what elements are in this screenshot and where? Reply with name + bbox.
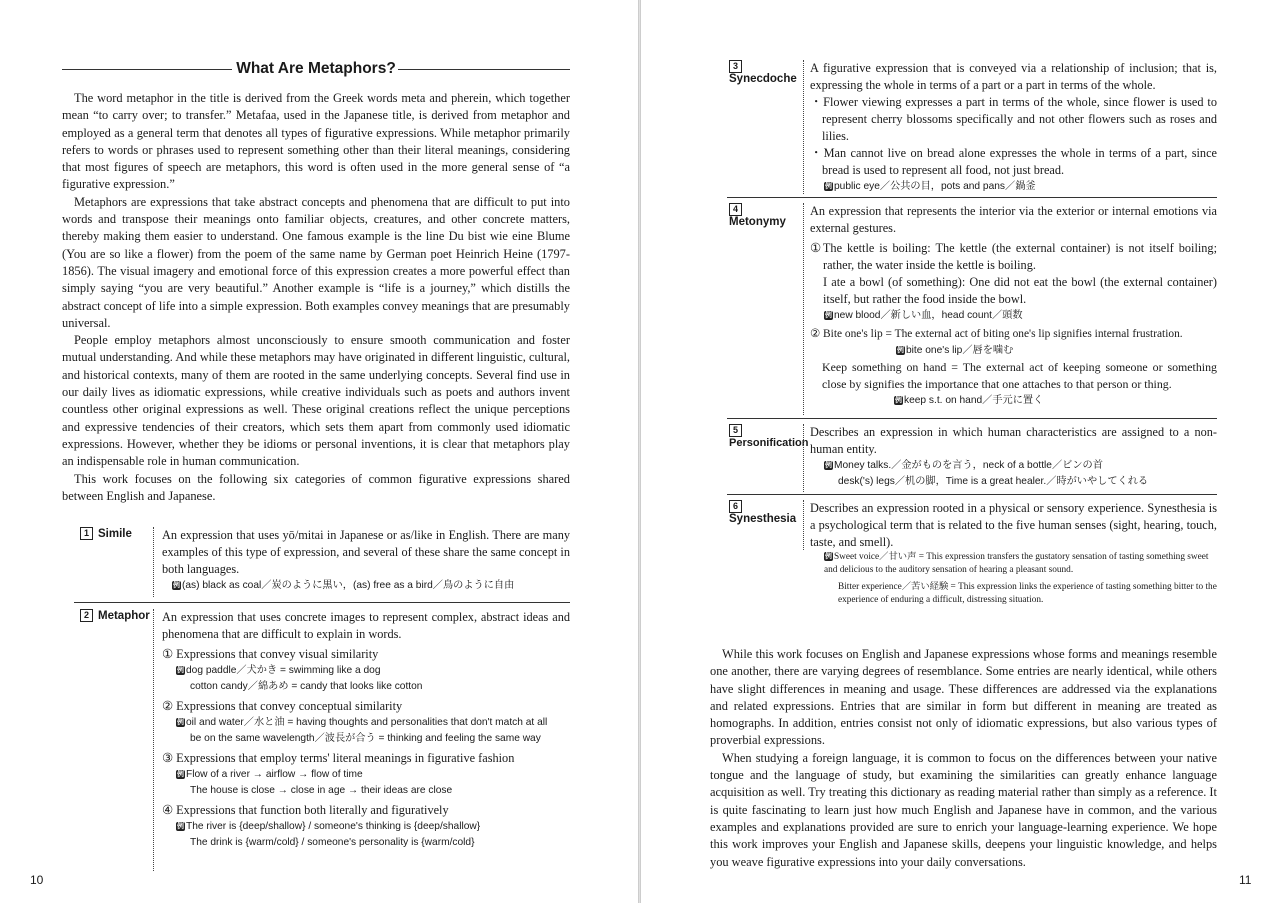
category-description: Describes an expression rooted in a physical or sensory experience. Synesthesia is a psychological term that is related to the five human senses (sight, hearing, touch, taste, and smell). xyxy=(810,501,1217,549)
example-line xyxy=(824,551,1217,578)
category-metonymy xyxy=(729,203,1217,415)
example-text: dog paddle／犬かき = swimming like a dog xyxy=(186,665,381,676)
example-badge-icon: 例 xyxy=(177,771,184,778)
category-heading xyxy=(80,527,132,540)
example-text: Money talks.／金がものを言う，neck of a bottle／ビンの首 xyxy=(834,460,1103,471)
example-text: oil and water／水と油 = having thoughts and personalities that don't match at all xyxy=(186,717,548,728)
category-number: 2 xyxy=(80,609,93,622)
paragraph: The word metaphor in the title is derived from the Greek words meta and pherein, which together mean “to carry over; to transfer.” Metafaa, used in the Japanese title, is derived from metaphor and employed as a general term that denotes all types of figurative expressions. While metaphor primarily refers to words or phrases used to represent something other than their literal meanings, considering that most figures of speech are metaphors, this word is often used in the more general sense of “a figurative expression.” xyxy=(62,91,570,192)
example-line xyxy=(176,819,570,835)
category-body xyxy=(810,500,1217,607)
bullet-item: ・Man cannot live on bread alone expresses the whole in terms of a part, since bread is used to represent all food, not just bread. xyxy=(810,146,1217,177)
example-line: cotton candy／綿あめ = candy that looks like cotton xyxy=(190,681,423,692)
example-line xyxy=(824,308,1217,324)
example-text: The river is {deep/shallow} / someone's thinking is {deep/shallow} xyxy=(186,821,481,832)
category-body xyxy=(810,424,1217,490)
category-name: Simile xyxy=(98,528,132,540)
category-number: 4 xyxy=(729,203,742,216)
divider xyxy=(727,197,1217,198)
category-heading xyxy=(729,60,797,85)
example-badge-icon: 例 xyxy=(177,823,184,830)
section-title: What Are Metaphors? xyxy=(236,60,396,77)
dotted-rule xyxy=(803,60,804,194)
metonymy-point: I ate a bowl (of something): One did not eat the bowl (the external container) itself, but rather the food inside the bowl. xyxy=(823,275,1217,306)
category-metaphor xyxy=(80,609,570,871)
category-heading xyxy=(729,424,808,449)
subcategory: ③ Expressions that employ terms' literal meanings in figurative fashion xyxy=(162,751,515,765)
category-description: An expression that uses yō/mitai in Japanese or as/like in English. There are many examples of this type of expression, and several of these share the same concept in both languages. xyxy=(162,528,570,576)
category-name: Synecdoche xyxy=(729,73,797,85)
example-text: public eye／公共の目，pots and pans／鍋釜 xyxy=(834,181,1036,192)
example-badge-icon: 例 xyxy=(895,397,902,404)
category-description: Describes an expression in which human characteristics are assigned to a non-human entity. xyxy=(810,425,1217,456)
example-line: be on the same wavelength／波長が合う = thinking and feeling the same way xyxy=(190,733,541,744)
dotted-rule xyxy=(803,424,804,492)
example-text: bite one's lip／唇を噛む xyxy=(906,345,1014,356)
example-badge-icon: 例 xyxy=(173,582,180,589)
divider xyxy=(727,494,1217,495)
subcategory: ④ Expressions that function both literally and figuratively xyxy=(162,803,449,817)
category-body xyxy=(810,60,1217,195)
paragraph: This work focuses on the following six categories of common figurative expressions shared between English and Japanese. xyxy=(62,471,570,503)
category-number: 6 xyxy=(729,500,742,513)
section-title-row xyxy=(62,58,570,80)
example-line xyxy=(894,393,1217,409)
category-synesthesia xyxy=(729,500,1217,645)
category-number: 5 xyxy=(729,424,742,437)
dotted-rule xyxy=(803,500,804,550)
category-name: Metaphor xyxy=(98,610,150,622)
category-heading xyxy=(80,609,150,622)
dotted-rule xyxy=(803,203,804,415)
right-page xyxy=(641,0,1278,903)
example-badge-icon: 例 xyxy=(177,667,184,674)
category-description: A figurative expression that is conveyed via a relationship of inclusion; that is, expressing the whole in terms of a part or a part in terms of the whole. xyxy=(810,61,1217,92)
dotted-rule xyxy=(153,609,154,871)
example-line: Bitter experience／苦い経験 = This expression links the experience of tasting something bitter to the experience of enduring a difficult, distressing situation. xyxy=(838,581,1217,605)
subcategory: ② Expressions that convey conceptual similarity xyxy=(162,699,403,713)
metonymy-point: Keep something on hand = The external act of keeping someone or something close by signifies the importance that one attaches to that person or thing. xyxy=(822,360,1217,391)
paragraph: People employ metaphors almost unconsciously to ensure smooth communication and foster mutual understanding. And while these metaphors may have originated in different linguistic, cultural, and historical contexts, many of them are rooted in the same underlying concepts. Several find use in our daily lives as idiomatic expressions, while creative individuals such as poets and authors invent countless other original expressions as well. These original creations reflect the unique perceptions and expressive tendencies of their creators, which sets them apart from commonly used idiomatic expressions. However, whether they be idioms or personal inventions, it is clear that metaphors play an indispensable role in human communication. xyxy=(62,333,570,469)
example-line xyxy=(824,179,1217,195)
closing-text xyxy=(710,646,1217,871)
page-number: 10 xyxy=(30,873,44,887)
category-number: 3 xyxy=(729,60,742,73)
example-line xyxy=(896,343,1217,359)
metonymy-point: ② Bite one's lip = The external act of biting one's lip signifies internal frustration. xyxy=(810,328,1183,340)
category-body xyxy=(162,527,570,594)
example-text: Flow of a river → airflow → flow of time xyxy=(186,769,363,780)
example-line: The house is close → close in age → their ideas are close xyxy=(190,785,453,796)
category-name: Personification xyxy=(729,437,809,449)
category-name: Metonymy xyxy=(729,216,786,228)
page-number: 11 xyxy=(1239,873,1252,887)
example-line xyxy=(824,458,1217,474)
category-description: An expression that represents the interior via the exterior or internal emotions via external gestures. xyxy=(810,204,1217,235)
example-badge-icon: 例 xyxy=(177,719,184,726)
example-line xyxy=(176,663,570,679)
example-line xyxy=(172,578,570,594)
category-name: Synesthesia xyxy=(729,513,797,525)
example-text: new blood／新しい血，head count／頭数 xyxy=(834,310,1023,321)
example-line xyxy=(176,767,570,783)
category-body xyxy=(162,609,570,851)
paragraph: Metaphors are expressions that take abstract concepts and phenomena that are difficult to put into words and transpose their meanings onto familiar objects, creatures, and other concrete matters, thereby making them easier to understand. One famous example is the line Du bist wie eine Blume (You are so like a flower) from the poem of the same name by German poet Heinrich Heine (1797-1856). The visual imagery and emotional force of this expression creates a more powerful effect than simply saying “you are very beautiful.” Another example is “life is a journey,” which distills the abstract concept of life into a simple expression. Both examples convey meanings that are presumably universal. xyxy=(62,194,570,330)
example-line: The drink is {warm/cold} / someone's personality is {warm/cold} xyxy=(190,837,475,848)
category-personification xyxy=(729,424,1217,492)
example-badge-icon: 例 xyxy=(897,347,904,354)
category-description: An expression that uses concrete images to represent complex, abstract ideas and phenomena that are difficult to explain in words. xyxy=(162,610,570,641)
category-body xyxy=(810,203,1217,409)
example-text: keep s.t. on hand／手元に置く xyxy=(904,395,1044,406)
subcategory: ① Expressions that convey visual similarity xyxy=(162,647,379,661)
example-text: Sweet voice／甘い声 = This expression transfers the gustatory sensation of tasting something sweet and delicious to the auditory sensation of hearing a pleasant sound. xyxy=(824,552,1209,576)
example-badge-icon: 例 xyxy=(825,183,832,190)
divider xyxy=(74,602,570,603)
example-badge-icon: 例 xyxy=(825,552,832,560)
category-heading xyxy=(729,500,796,525)
category-number: 1 xyxy=(80,527,93,540)
bullet-item: ・Flower viewing expresses a part in terms of the whole, since flower is used to represent cherry blossoms specifically and not other flowers such as roses and lilies. xyxy=(810,95,1217,143)
example-line xyxy=(176,715,570,731)
category-heading xyxy=(729,203,786,228)
example-line: desk('s) legs／机の脚，Time is a great healer.／時がいやしてくれる xyxy=(838,476,1149,487)
category-synecdoche xyxy=(729,60,1217,194)
category-simile xyxy=(80,527,570,599)
example-badge-icon: 例 xyxy=(825,462,832,469)
example-badge-icon: 例 xyxy=(825,312,832,319)
metonymy-point: ①The kettle is boiling: The kettle (the external container) is not itself boiling; rather, the water inside the kettle is boiling. xyxy=(810,241,1217,272)
paragraph: When studying a foreign language, it is common to focus on the differences between your native tongue and the language of study, but examining the similarities can greatly enhance language acquisition as well. Try treating this dictionary as reading material rather than simply as a reference. It is quite fascinating to learn just how much English and Japanese have in common, and the various examples and explanations provided are sure to enrich your language-learning experience. We hope this work improves your English and Japanese skills, deepens your linguistic knowledge, and helps you weave figurative expressions into your daily conversations. xyxy=(710,750,1217,869)
divider xyxy=(727,418,1217,419)
dotted-rule xyxy=(153,527,154,597)
intro-text xyxy=(62,90,570,505)
left-page xyxy=(0,0,638,903)
example-text: (as) black as coal／炭のように黒い，(as) free as a bird／鳥のように自由 xyxy=(182,580,515,591)
paragraph: While this work focuses on English and Japanese expressions whose forms and meanings resemble one another, there are varying degrees of resemblance. Some entries are nearly identical, while others have slight differences in meaning and usage. These differences are addressed via the explanations and related expressions. Entries that are similar in form but different in meaning are treated as homographs. In addition, entries consist not only of idiomatic expressions, but also various types of proverbial expressions. xyxy=(710,647,1217,748)
